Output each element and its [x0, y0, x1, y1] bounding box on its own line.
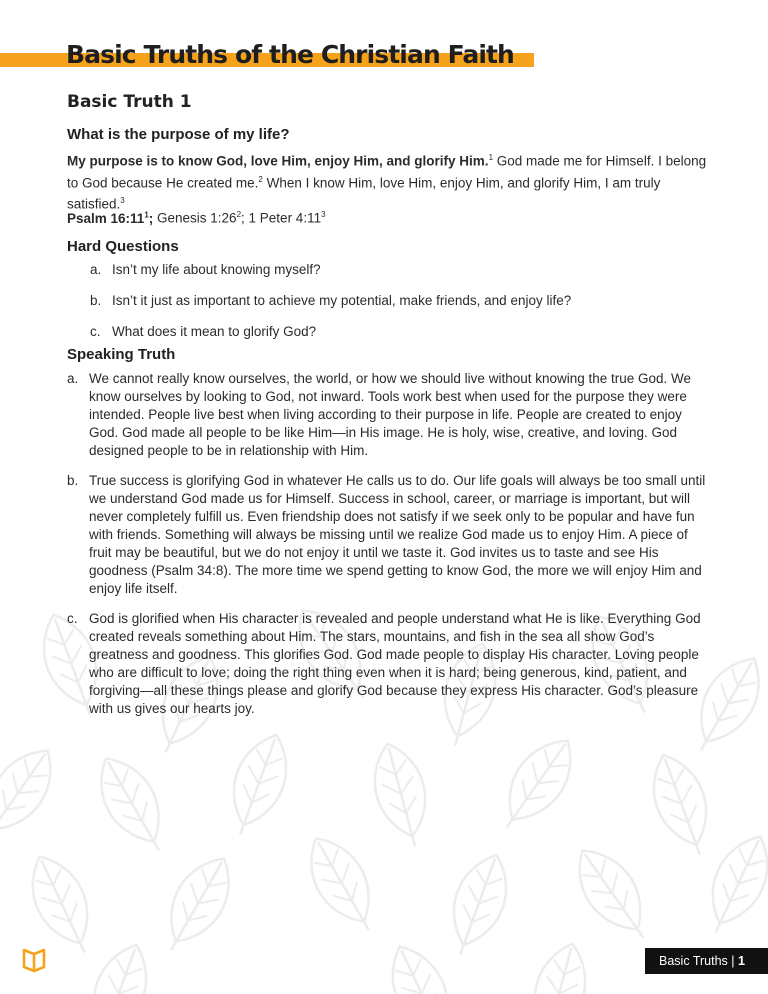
document-title: Basic Truths of the Christian Faith	[66, 40, 514, 69]
footnote-marker: 1	[144, 210, 149, 219]
list-item	[90, 324, 690, 355]
reference-text: Genesis 1:26	[153, 210, 237, 226]
list-item	[67, 370, 707, 460]
list-item-text: Isn’t my life about knowing myself?	[112, 262, 321, 277]
list-item	[90, 293, 690, 324]
list-item	[67, 610, 707, 718]
list-item	[67, 472, 707, 598]
primary-reference	[67, 211, 153, 226]
list-item-text: We cannot really know ourselves, the world, or how we should live without knowing the true God. We know ourselves by looking to God, not inward. Tools work best when used for the purpose they were intended. People live best when living according to their purpose in life. People are created to enjoy God. God made all people to be like Him—in His image. He is holy, wise, creative, and loving. God designed people to be in relationship with Him.	[89, 371, 692, 458]
list-item	[90, 262, 690, 293]
reference-separator: ;	[148, 210, 154, 226]
footnote-marker: 1	[488, 153, 494, 162]
answer-paragraph	[67, 149, 707, 214]
scripture-references	[67, 210, 326, 226]
list-marker: a.	[67, 371, 79, 386]
footer-separator: |	[727, 954, 738, 968]
footnote-marker: 2	[236, 210, 242, 219]
hard-questions-list	[90, 262, 690, 355]
answer-text: When I know Him, love Him, enjoy Him, and glorify Him, I am truly satisfied.	[67, 175, 661, 212]
list-marker: b.	[67, 473, 79, 488]
book-icon	[22, 947, 46, 973]
list-marker: c.	[90, 324, 101, 339]
page-footer-tab	[645, 948, 768, 974]
page-number: 1	[737, 954, 745, 968]
truth-heading: Basic Truth 1	[67, 92, 192, 112]
footnote-marker: 3	[321, 210, 326, 219]
footer-section-label: Basic Truths	[659, 954, 728, 968]
footnote-marker: 3	[120, 196, 125, 205]
reference-text: ; 1 Peter 4:11	[241, 210, 322, 226]
speaking-truth-heading: Speaking Truth	[67, 346, 176, 363]
speaking-truth-list	[67, 370, 707, 730]
question: What is the purpose of my life?	[67, 126, 290, 143]
hard-questions-heading: Hard Questions	[67, 238, 179, 255]
list-marker: b.	[90, 293, 102, 308]
answer-text: God made me for Himself. I belong to God because He created me.	[67, 153, 707, 190]
footnote-marker: 2	[258, 174, 263, 184]
reference-text: Psalm 16:11	[67, 210, 145, 226]
list-item-text: True success is glorifying God in whatever He calls us to do. Our life goals will always be too small until we understand God made us for Himself. Success in school, career, or marriage is important, but will never completely fulfill us. Even friendship does not satisfy if we seek only to be popular and have fun with friends. Something will always be missing until we realize God made us to enjoy Him. A piece of fruit may be beautiful, but we do not enjoy it until we taste it. God invites us to taste and see His goodness (Psalm 34:8). The more time we spend getting to know God, the more we will enjoy Him and enjoy life itself.	[89, 473, 706, 596]
list-marker: a.	[90, 262, 102, 277]
list-item-text: Isn’t it just as important to achieve my potential, make friends, and enjoy life?	[112, 293, 572, 308]
list-item-text: What does it mean to glorify God?	[112, 324, 317, 339]
list-item-text: God is glorified when His character is revealed and people understand what He is like. Everything God created reveals something about Him. The stars, mountains, and fish in the sea all show God’s greatness and goodness. This glorifies God. God made people to display His character. Loving people who are difficult to love; doing the right thing even when it is hard; being generous, kind, patient, and forgiving—all these things please and glorify God because they express His character. God’s pleasure with us gives our hearts joy.	[89, 611, 701, 716]
list-marker: c.	[67, 611, 78, 626]
answer-bold: My purpose is to know God, love Him, enjoy Him, and glorify Him.	[67, 153, 489, 169]
